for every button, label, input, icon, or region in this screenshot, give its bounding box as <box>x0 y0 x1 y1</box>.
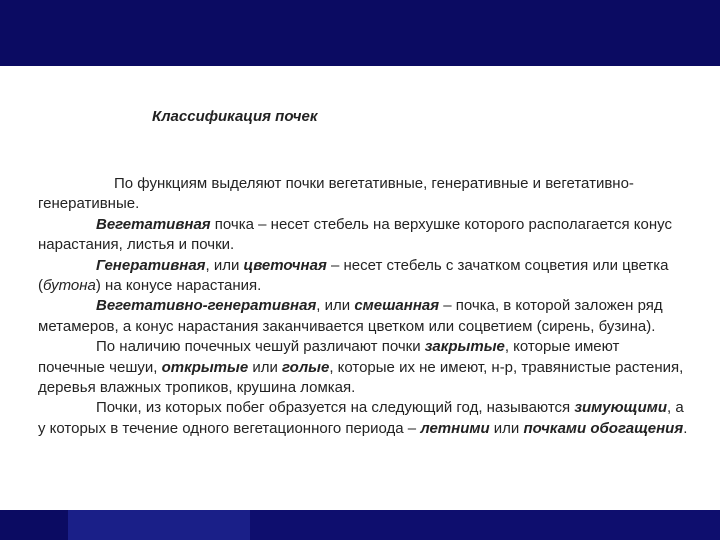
text-run: закрытые <box>424 338 505 356</box>
text-run: , которые их не имеют, н-р, травянистые растения, деревья влажных тропиков, крушина ломкая. <box>38 358 684 397</box>
text-run: , а у которых в течение одного вегетационного периода – <box>38 399 684 437</box>
text-run: цветочная <box>243 256 327 274</box>
slide-body <box>38 174 688 439</box>
text-run: открытые <box>161 358 249 376</box>
text-run: почка – несет стебель на верхушке которого располагается конус нарастания, листья и почки. <box>38 215 672 254</box>
paragraph-generative <box>38 256 688 297</box>
text-run: почками обогащения <box>523 419 684 437</box>
paragraph-scales <box>38 337 688 398</box>
text-run: летними <box>420 419 490 437</box>
text-run: По наличию почечных чешуй различают почки <box>96 338 425 356</box>
paragraph-mixed <box>38 296 688 337</box>
top-header-band <box>0 0 720 66</box>
paragraph-vegetative <box>38 215 688 256</box>
text-run: Вегетативная <box>96 215 211 233</box>
text-run: По функциям выделяют почки вегетативные, генеративные и вегетативно-генеративные. <box>38 175 634 213</box>
text-run: смешанная <box>354 297 440 315</box>
text-run: – почка, в которой заложен ряд метамеров, а конус нарастания заканчивается цветком или соцветием (сирень, бузина). <box>38 297 663 335</box>
text-run: Почки, из которых побег образуется на следующий год, называются <box>96 399 575 417</box>
text-run: . <box>683 419 688 437</box>
text-run: , или <box>205 256 244 274</box>
text-run: или <box>489 419 524 437</box>
text-run: – несет стебель с зачатком соцветия или цветка ( <box>38 256 669 295</box>
paragraph-functions <box>38 174 688 215</box>
text-run: Генеративная <box>96 256 206 274</box>
text-run: Вегетативно-генеративная <box>96 297 317 315</box>
paragraph-wintering <box>38 398 688 439</box>
bottom-footer-band <box>0 510 720 540</box>
slide-title: Классификация почек <box>152 108 318 125</box>
text-run: , которые имеют почечные чешуи, <box>38 338 620 376</box>
text-run: или <box>248 358 283 376</box>
text-run: , или <box>316 297 355 315</box>
text-run: ) на конусе нарастания. <box>95 277 262 295</box>
text-run: зимующими <box>574 399 668 417</box>
text-run: бутона <box>43 277 96 295</box>
text-run: голые <box>282 358 330 376</box>
